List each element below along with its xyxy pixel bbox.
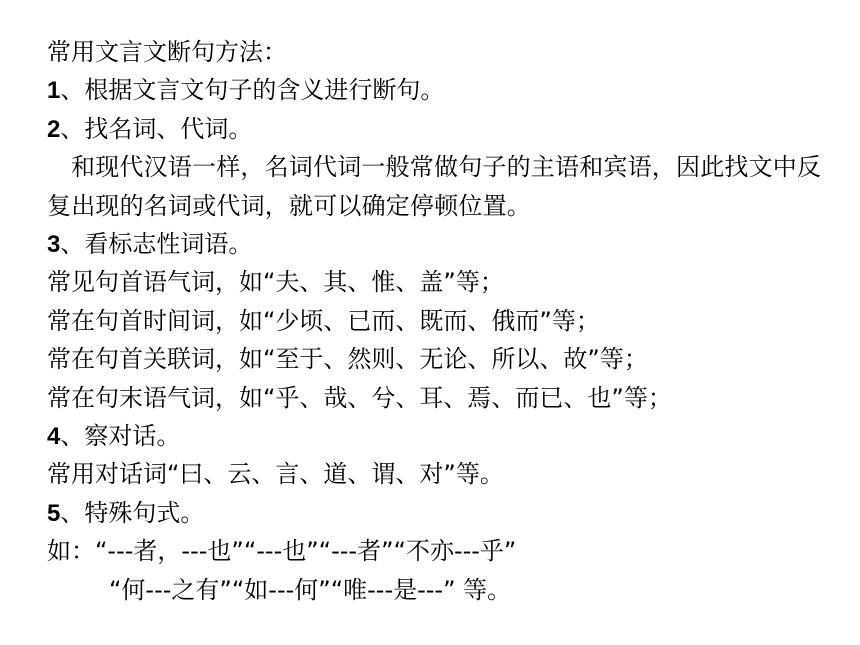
- item-number: 4: [47, 422, 61, 450]
- item-number: 5: [47, 499, 61, 527]
- marker-line: 常在句首关联词，如“至于、然则、无论、所以、故”等；: [47, 345, 648, 374]
- dialogue-line: 常用对话词“曰、云、言、道、谓、对”等。: [47, 460, 504, 489]
- item-text: 、特殊句式。: [60, 498, 205, 527]
- list-item-4: [47, 417, 837, 455]
- item-number: 2: [47, 115, 61, 143]
- marker-line: 常在句首时间词，如“少顷、已而、既而、俄而”等；: [47, 306, 600, 335]
- item-text: 、看标志性词语。: [60, 229, 253, 258]
- marker-line: 常见句首语气词，如“夫、其、惟、盖”等；: [47, 268, 504, 297]
- marker-line: 常在句末语气词，如“乎、哉、兮、耳、焉、而已、也”等；: [47, 383, 672, 412]
- explanation-paragraph: 和现代汉语一样，名词代词一般常做句子的主语和宾语，因此找文中反复出现的名词或代词，就可以确定停顿位置。: [47, 153, 822, 220]
- document-body: [47, 33, 837, 609]
- item-text: 、察对话。: [60, 421, 181, 450]
- list-item-1: [47, 71, 837, 109]
- list-item-5: [47, 494, 837, 532]
- pattern-line-2: “何---之有”“如---何”“唯---是---” 等。: [109, 575, 512, 604]
- document-title: 常用文言文断句方法：: [47, 38, 287, 66]
- item-number: 1: [47, 77, 61, 105]
- list-item-3: [47, 225, 837, 263]
- pattern-line-1: 如：“---者，---也”“---也”“---者”“不亦---乎”: [47, 537, 517, 566]
- list-item-2: [47, 110, 837, 148]
- item-text: 、找名词、代词。: [60, 114, 253, 143]
- item-number: 3: [47, 230, 61, 258]
- item-text: 、根据文言文句子的含义进行断句。: [60, 76, 445, 105]
